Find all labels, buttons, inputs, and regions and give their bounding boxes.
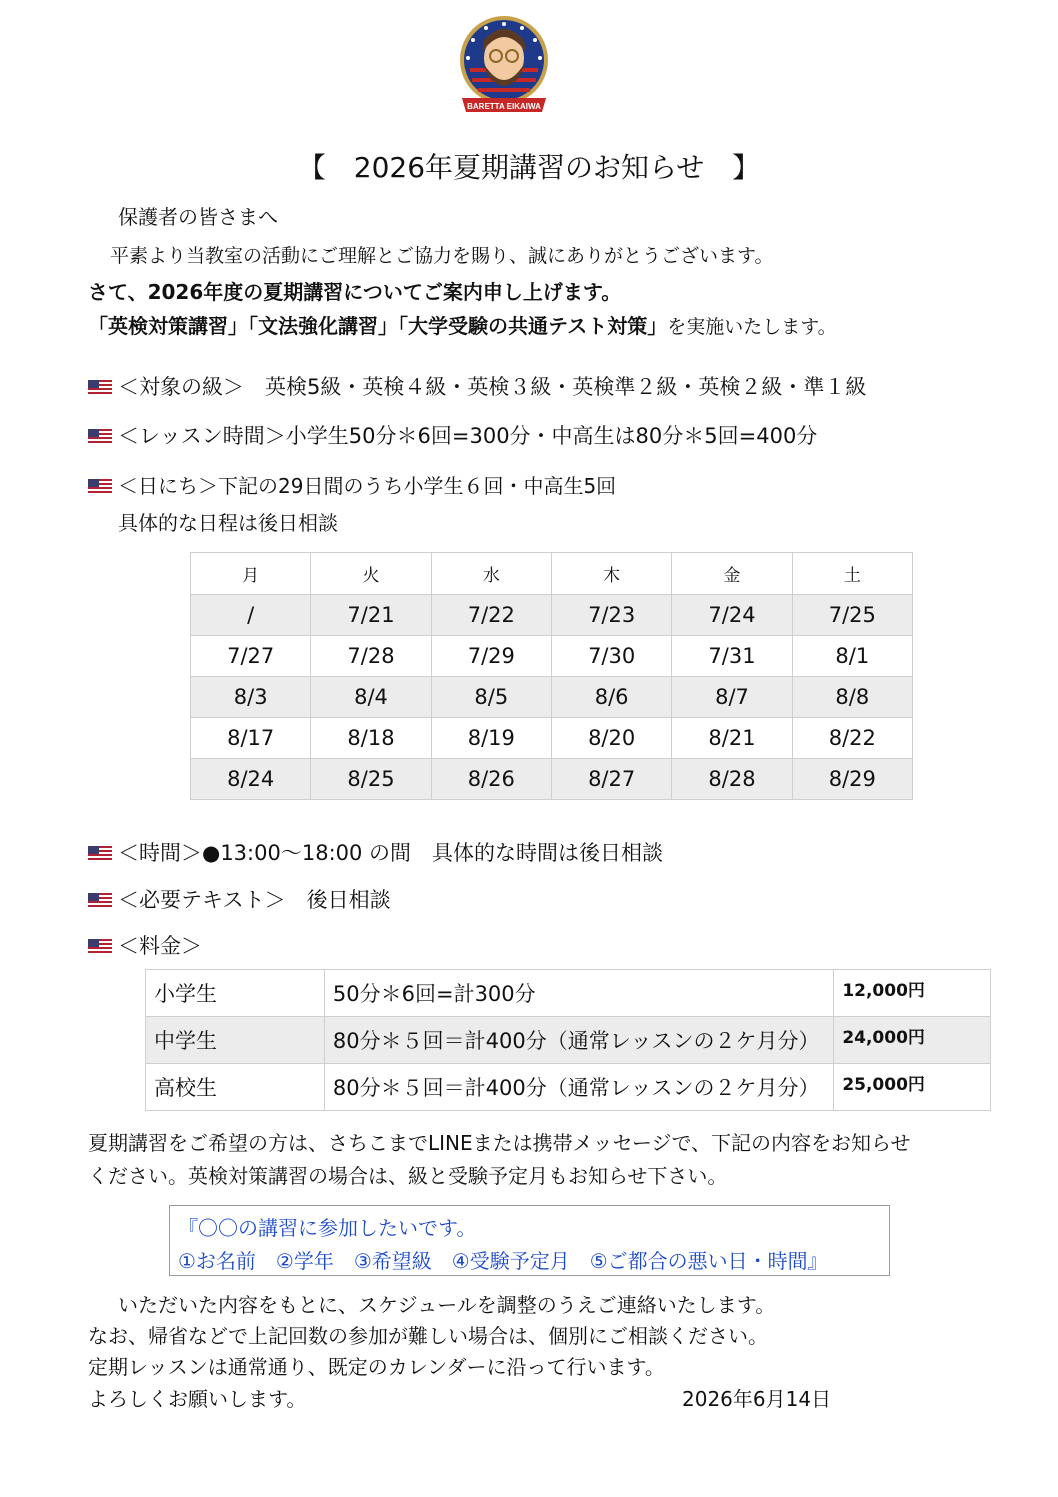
fee-price: 25,000円 <box>834 1064 991 1111</box>
calendar-cell: 8/22 <box>792 718 912 759</box>
calendar-header-cell: 木 <box>551 553 671 595</box>
lesson-time-text: ＜レッスン時間＞小学生50分＊6回=300分・中高生は80分＊5回=400分 <box>118 424 818 448</box>
calendar-cell: 8/6 <box>551 677 671 718</box>
calendar-cell: 7/30 <box>551 636 671 677</box>
lesson-time <box>88 420 817 450</box>
template-line-1: 『〇〇の講習に参加したいです。 <box>178 1216 477 1240</box>
closing-line-1: いただいた内容をもとに、スケジュールを調整のうえご連絡いたします。 <box>118 1293 776 1317</box>
us-flag-icon <box>88 893 112 908</box>
target-grades-text: ＜対象の級＞ 英検5級・英検４級・英検３級・英検準２級・英検２級・準１級 <box>118 375 867 399</box>
us-flag-icon <box>88 846 112 861</box>
courses-tail: を実施いたします。 <box>667 316 837 338</box>
calendar-cell: 8/1 <box>792 636 912 677</box>
page-title: 【 2026年夏期講習のお知らせ 】 <box>297 151 761 184</box>
calendar-cell: 8/24 <box>191 759 311 800</box>
fee-grade: 小学生 <box>146 970 325 1017</box>
fee-row <box>146 1064 991 1111</box>
calendar-cell: 8/25 <box>311 759 431 800</box>
calendar-cell: 8/7 <box>672 677 792 718</box>
calendar-cell: 7/22 <box>431 595 551 636</box>
fee-heading <box>88 930 202 960</box>
time-info <box>88 837 663 867</box>
calendar-cell: 8/20 <box>551 718 671 759</box>
calendar-cell: 7/28 <box>311 636 431 677</box>
dates-note: 具体的な日程は後日相談 <box>118 511 338 535</box>
calendar-row <box>191 718 913 759</box>
calendar-cell: 8/18 <box>311 718 431 759</box>
intro-line-2: さて、2026年度の夏期講習についてご案内申し上げます。 <box>88 280 622 304</box>
dates-heading <box>88 470 616 499</box>
closing-line-2: なお、帰省などで上記回数の参加が難しい場合は、個別にご相談ください。 <box>88 1324 768 1348</box>
calendar-cell: 8/28 <box>672 759 792 800</box>
us-flag-icon <box>88 479 112 494</box>
calendar-cell: / <box>191 595 311 636</box>
calendar-cell: 8/29 <box>792 759 912 800</box>
fee-heading-text: ＜料金＞ <box>118 934 202 958</box>
intro-line-1: 平素より当教室の活動にご理解とご協力を賜り、誠にありがとうございます。 <box>110 245 774 267</box>
calendar-row <box>191 677 913 718</box>
calendar-cell: 8/17 <box>191 718 311 759</box>
text-needed-text: ＜必要テキスト＞ 後日相談 <box>118 888 391 912</box>
calendar-header-cell: 水 <box>431 553 551 595</box>
apply-line-2: ください。英検対策講習の場合は、級と受験予定月もお知らせ下さい。 <box>88 1164 728 1188</box>
dates-heading-text: ＜日にち＞下記の29日間のうち小学生６回・中高生5回 <box>118 474 617 498</box>
calendar-cell: 7/27 <box>191 636 311 677</box>
calendar-header-cell: 月 <box>191 553 311 595</box>
logo <box>456 14 552 122</box>
calendar-cell: 7/31 <box>672 636 792 677</box>
calendar-row <box>191 636 913 677</box>
calendar-cell: 8/3 <box>191 677 311 718</box>
calendar-row <box>191 595 913 636</box>
template-line-2: ①お名前 ②学年 ③希望級 ④受験予定月 ⑤ご都合の悪い日・時間』 <box>178 1249 828 1273</box>
calendar-header-cell: 火 <box>311 553 431 595</box>
calendar-cell: 7/21 <box>311 595 431 636</box>
calendar-cell: 8/19 <box>431 718 551 759</box>
calendar-table <box>190 552 913 800</box>
calendar-header-row <box>191 553 913 595</box>
courses-list: 「英検対策講習」「文法強化講習」「大学受験の共通テスト対策」 <box>88 314 668 338</box>
message-template-box <box>169 1205 890 1276</box>
calendar-header-cell: 金 <box>672 553 792 595</box>
fee-row <box>146 970 991 1017</box>
calendar-cell: 8/4 <box>311 677 431 718</box>
logo-badge-text: BARETTA EIKAIWA <box>467 102 541 111</box>
calendar-cell: 8/27 <box>551 759 671 800</box>
apply-line-1: 夏期講習をご希望の方は、さちこまでLINEまたは携帯メッセージで、下記の内容をお知らせ <box>88 1131 911 1155</box>
calendar-cell: 8/21 <box>672 718 792 759</box>
fee-price: 12,000円 <box>834 970 991 1017</box>
greeting: 保護者の皆さまへ <box>118 205 278 229</box>
calendar-cell: 7/24 <box>672 595 792 636</box>
fee-grade: 高校生 <box>146 1064 325 1111</box>
calendar-cell: 7/25 <box>792 595 912 636</box>
calendar-cell: 7/23 <box>551 595 671 636</box>
fee-lessons: 80分＊５回＝計400分（通常レッスンの２ケ月分） <box>324 1017 833 1064</box>
text-needed <box>88 884 391 914</box>
calendar-row <box>191 759 913 800</box>
time-info-text: ＜時間＞●13:00〜18:00 の間 具体的な時間は後日相談 <box>118 841 664 865</box>
fee-row <box>146 1017 991 1064</box>
fee-table <box>145 969 991 1111</box>
calendar-cell: 7/29 <box>431 636 551 677</box>
calendar-cell: 8/8 <box>792 677 912 718</box>
calendar-cell: 8/26 <box>431 759 551 800</box>
target-grades <box>88 371 866 401</box>
fee-lessons: 50分＊6回=計300分 <box>324 970 833 1017</box>
fee-grade: 中学生 <box>146 1017 325 1064</box>
closing-line-4: よろしくお願いします。 <box>88 1387 307 1411</box>
calendar-cell: 8/5 <box>431 677 551 718</box>
calendar-header-cell: 土 <box>792 553 912 595</box>
us-flag-icon <box>88 939 112 954</box>
fee-lessons: 80分＊５回＝計400分（通常レッスンの２ケ月分） <box>324 1064 833 1111</box>
closing-line-3: 定期レッスンは通常通り、既定のカレンダーに沿って行います。 <box>88 1355 665 1379</box>
us-flag-icon <box>88 429 112 444</box>
notice-date: 2026年6月14日 <box>682 1387 832 1411</box>
us-flag-icon <box>88 380 112 395</box>
fee-price: 24,000円 <box>834 1017 991 1064</box>
courses-line <box>88 310 837 339</box>
